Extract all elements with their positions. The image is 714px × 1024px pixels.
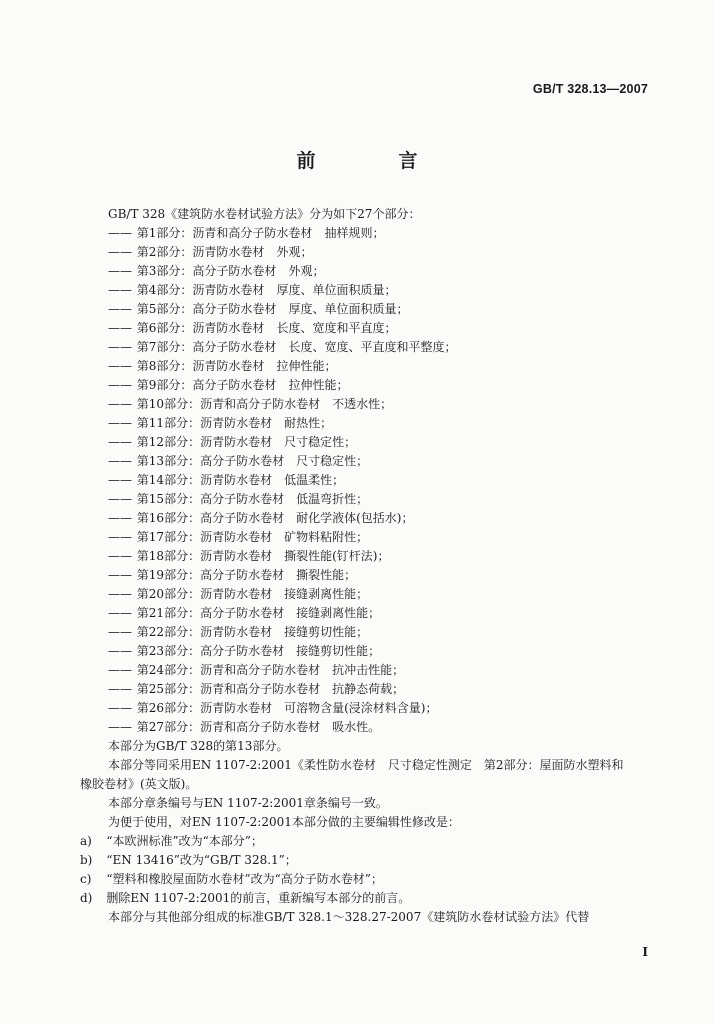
list-dash: —— [108,492,132,506]
list-item [108,547,648,566]
part-topic: 吸水性。 [332,720,381,734]
list-dash: —— [108,302,132,316]
part-label: 第18部分：沥青防水卷材 [136,549,273,563]
part-label: 第26部分：沥青防水卷材 [136,701,273,715]
list-item [108,319,648,338]
list-dash: —— [108,549,132,563]
list-item [108,433,648,452]
parts-list [108,224,648,737]
edit-text: “本欧洲标准”改为“本部分”； [106,834,263,848]
list-dash: —— [108,340,132,354]
list-item [108,452,648,471]
paragraph-numbering: 本部分章条编号与EN 1107-2:2001章条编号一致。 [108,796,388,810]
list-item [108,262,648,281]
part-label: 第5部分：高分子防水卷材 [136,302,277,316]
list-item [108,376,648,395]
list-dash: —— [108,473,132,487]
list-dash: —— [108,720,132,734]
part-label: 第13部分：高分子防水卷材 [136,454,285,468]
list-item [108,604,648,623]
standard-number-header: GB/T 328.13—2007 [532,82,648,96]
edit-marker: a) [80,834,92,848]
paragraph-edits-intro: 为便于使用，对EN 1107-2:2001本部分做的主要编辑性修改是： [108,815,460,829]
list-item [108,338,648,357]
part-label: 第20部分：沥青防水卷材 [136,587,273,601]
list-dash: —— [108,359,132,373]
part-label: 第12部分：沥青防水卷材 [136,435,273,449]
list-dash: —— [108,606,132,620]
part-topic: 抽样规则； [324,226,385,240]
list-dash: —— [108,701,132,715]
list-dash: —— [108,245,132,259]
part-label: 第6部分：沥青防水卷材 [136,321,265,335]
list-dash: —— [108,511,132,525]
edit-marker: d) [80,891,93,905]
part-topic: 耐热性； [284,416,333,430]
list-item [108,699,648,718]
list-item [108,623,648,642]
part-label: 第19部分：高分子防水卷材 [136,568,285,582]
part-topic: 接缝剪切性能； [284,625,369,639]
list-dash: —— [108,283,132,297]
list-dash: —— [108,416,132,430]
part-label: 第3部分：高分子防水卷材 [136,264,277,278]
part-label: 第2部分：沥青防水卷材 [136,245,265,259]
part-topic: 耐化学液体(包括水)； [296,511,414,525]
page-number: I [642,945,648,959]
part-label: 第11部分：沥青防水卷材 [136,416,273,430]
list-item [108,224,648,243]
part-topic: 撕裂性能； [296,568,357,582]
part-topic: 拉伸性能； [288,378,349,392]
intro-line: GB/T 328《建筑防水卷材试验方法》分为如下27个部分： [108,207,421,221]
part-topic: 低温柔性； [284,473,345,487]
list-item [108,300,648,319]
part-label: 第8部分：沥青防水卷材 [136,359,265,373]
list-dash: —— [108,530,132,544]
paragraph-part-statement: 本部分为GB/T 328的第13部分。 [108,739,289,753]
list-dash: —— [108,644,132,658]
list-item [80,870,648,889]
foreword-body [80,205,648,927]
part-topic: 长度、宽度、平直度和平整度； [288,340,457,354]
paragraph-adoption-line2: 橡胶卷材》(英文版)。 [80,777,198,791]
list-dash: —— [108,682,132,696]
part-label: 第1部分：沥青和高分子防水卷材 [136,226,313,240]
list-item [108,566,648,585]
list-dash: —— [108,663,132,677]
list-item [80,832,648,851]
list-dash: —— [108,435,132,449]
list-dash: —— [108,568,132,582]
part-label: 第27部分：沥青和高分子防水卷材 [136,720,321,734]
part-label: 第7部分：高分子防水卷材 [136,340,277,354]
list-item [108,490,648,509]
part-topic: 厚度、单位面积质量； [276,283,397,297]
edit-text: 删除EN 1107-2:2001的前言，重新编写本部分的前言。 [106,891,411,905]
list-item [108,243,648,262]
part-label: 第21部分：高分子防水卷材 [136,606,285,620]
list-item [108,357,648,376]
part-topic: 可溶物含量(浸涂材料含量)； [284,701,438,715]
part-label: 第4部分：沥青防水卷材 [136,283,265,297]
part-topic: 拉伸性能； [276,359,337,373]
part-label: 第16部分：高分子防水卷材 [136,511,285,525]
edits-list [80,832,648,908]
part-topic: 抗静态荷载； [332,682,405,696]
edit-marker: b) [80,853,93,867]
part-topic: 尺寸稳定性； [296,454,369,468]
part-label: 第10部分：沥青和高分子防水卷材 [136,397,321,411]
list-dash: —— [108,454,132,468]
part-topic: 撕裂性能(钉杆法)； [284,549,390,563]
part-topic: 外观； [288,264,325,278]
list-item [80,889,648,908]
list-dash: —— [108,378,132,392]
part-topic: 矿物料粘附性； [284,530,369,544]
list-dash: —— [108,587,132,601]
part-topic: 抗冲击性能； [332,663,405,677]
part-topic: 不透水性； [332,397,393,411]
part-label: 第22部分：沥青防水卷材 [136,625,273,639]
list-dash: —— [108,264,132,278]
paragraph-adoption-line1: 本部分等同采用EN 1107-2:2001《柔性防水卷材 尺寸稳定性测定 第2部分：屋面防水塑料和 [108,758,624,772]
part-topic: 接缝剥离性能； [296,606,381,620]
list-item [108,281,648,300]
part-label: 第9部分：高分子防水卷材 [136,378,277,392]
list-item [108,585,648,604]
part-label: 第15部分：高分子防水卷材 [136,492,285,506]
part-label: 第24部分：沥青和高分子防水卷材 [136,663,321,677]
page-title: 前 言 [296,150,450,172]
paragraph-replacement: 本部分与其他部分组成的标准GB/T 328.1～328.27-2007《建筑防水卷材试验方法》代替 [108,910,590,924]
list-item [80,851,648,870]
part-topic: 低温弯折性； [296,492,369,506]
part-label: 第17部分：沥青防水卷材 [136,530,273,544]
list-dash: —— [108,226,132,240]
part-topic: 外观； [276,245,313,259]
list-dash: —— [108,321,132,335]
list-item [108,680,648,699]
list-item [108,395,648,414]
part-topic: 尺寸稳定性； [284,435,357,449]
edit-text: “EN 13416”改为“GB/T 328.1”； [106,853,297,867]
part-topic: 厚度、单位面积质量； [288,302,409,316]
part-topic: 接缝剪切性能； [296,644,381,658]
part-label: 第14部分：沥青防水卷材 [136,473,273,487]
part-label: 第23部分：高分子防水卷材 [136,644,285,658]
list-dash: —— [108,397,132,411]
list-item [108,642,648,661]
list-item [108,471,648,490]
list-dash: —— [108,625,132,639]
list-item [108,661,648,680]
list-item [108,414,648,433]
edit-text: “塑料和橡胶屋面防水卷材”改为“高分子防水卷材”； [106,872,383,886]
part-label: 第25部分：沥青和高分子防水卷材 [136,682,321,696]
list-item [108,528,648,547]
list-item [108,718,648,737]
list-item [108,509,648,528]
part-topic: 长度、宽度和平直度； [276,321,397,335]
part-topic: 接缝剥离性能； [284,587,369,601]
edit-marker: c) [80,872,92,886]
